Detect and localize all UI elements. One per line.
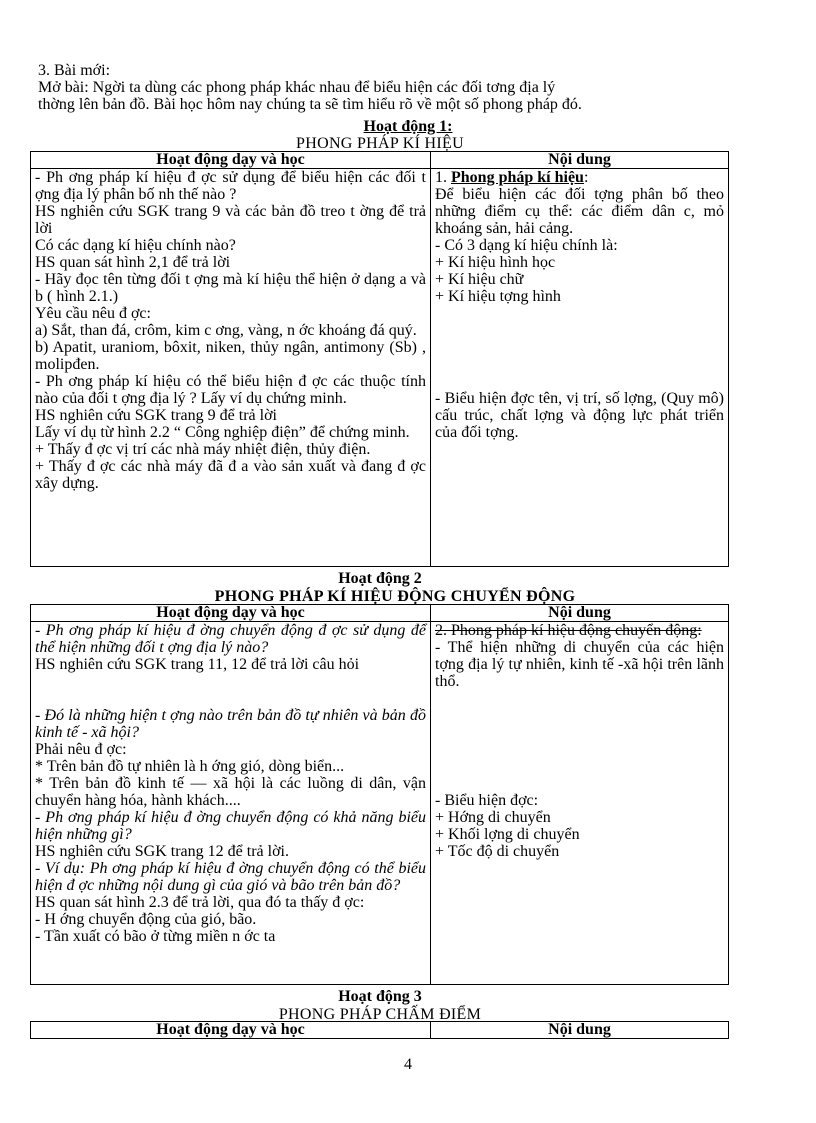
table-row	[31, 622, 729, 985]
cell-paragraph: + Hớng di chuyển	[435, 809, 551, 826]
cell-paragraph: - Ph ơng pháp kí hiệu đ ợc sử dụng để biểu hiện các đối t ợng địa lý phân bố nh thế nào ?	[35, 169, 426, 203]
cell-paragraph: - Ph ơng pháp kí hiệu đ ờng chuyển động có khả năng biểu hiện những gì?	[35, 809, 426, 843]
cell-paragraph: - Ph ơng pháp kí hiệu đ ờng chuyển động đ ợc sử dụng để thể hiện những đối t ợng địa lý nào?	[35, 622, 426, 656]
cell-paragraph: b) Apatit, uraniom, bôxit, niken, thủy ngân, antimony (Sb) , molipđen.	[35, 339, 426, 373]
cell-paragraph: HS quan sát hình 2.3 để trả lời, qua đó ta thấy đ ợc:	[35, 894, 365, 911]
cell-paragraph: + Khối lợng di chuyển	[435, 826, 580, 843]
activity-2-table	[30, 604, 729, 985]
cell-paragraph: - Thể hiện những di chuyển của các hiện tợng địa lý tự nhiên, kinh tế -xã hội trên lãnh thổ.	[435, 639, 724, 690]
content-heading: 2. Phong pháp kí hiệu động chuyển động:	[435, 622, 702, 639]
cell-paragraph: - Tần xuất có bão ở từng miền n ớc ta	[35, 928, 276, 945]
activity-1-table	[30, 151, 729, 567]
table-header-row	[31, 605, 729, 622]
activity-2-title: Hoạt động 2	[338, 570, 422, 587]
header-teaching: Hoạt động dạy và học	[31, 1022, 431, 1039]
cell-paragraph: Phải nêu đ ợc:	[35, 741, 127, 758]
cell-paragraph: - Biểu hiện đợc tên, vị trí, số lợng, (Quy mô) cấu trúc, chất lợng và động lực phát triển của đối tợng.	[435, 390, 724, 441]
cell-paragraph: Để biểu hiện các đối tợng phân bố theo những điểm cụ thể: các điểm dân c, mỏ khoáng sản, hải cảng.	[435, 186, 724, 237]
spacer	[435, 690, 724, 792]
cell-paragraph: - Có 3 dạng kí hiệu chính là:	[435, 237, 618, 254]
cell-paragraph: Lấy ví dụ từ hình 2.2 “ Công nghiệp điện” để chứng minh.	[35, 424, 410, 441]
cell-paragraph: Yêu cầu nêu đ ợc:	[35, 305, 151, 322]
cell-paragraph: - H ớng chuyển động của gió, bão.	[35, 911, 257, 928]
cell-paragraph: + Thấy đ ợc vị trí các nhà máy nhiệt điện, thủy điện.	[35, 441, 371, 458]
heading-colon: :	[583, 169, 589, 186]
header-content: Nội dung	[431, 1022, 729, 1039]
activity-2-subtitle: PHONG PHÁP KÍ HIỆU ĐỘNG CHUYỂN ĐỘNG	[214, 588, 576, 605]
cell-paragraph: + Kí hiệu tợng hình	[435, 288, 561, 305]
heading-number: 1.	[435, 169, 451, 186]
cell-paragraph: - Đó là những hiện t ợng nào trên bản đồ tự nhiên và bản đồ kinh tế - xã hội?	[35, 707, 426, 741]
table-header-row	[31, 152, 729, 169]
intro-text-line: thờng lên bản đồ. Bài học hôm nay chúng ta sẽ tìm hiểu rõ về một số phong pháp đó.	[38, 96, 582, 113]
content-cell	[431, 169, 729, 567]
cell-paragraph: * Trên bản đồ kinh tế — xã hội là các luồng di dân, vận chuyển hàng hóa, hành khách....	[35, 775, 426, 809]
cell-paragraph: HS quan sát hình 2,1 để trả lời	[35, 254, 231, 271]
cell-paragraph: * Trên bản đồ tự nhiên là h ớng gió, dòng biển...	[35, 758, 345, 775]
table-row	[31, 169, 729, 567]
cell-paragraph: - Ph ơng pháp kí hiệu có thể biểu hiện đ ợc các thuộc tính nào của đối t ợng địa lý ? Lấy ví dụ chứng minh.	[35, 373, 426, 407]
header-teaching: Hoạt động dạy và học	[31, 605, 431, 622]
intro-block	[38, 62, 728, 113]
cell-paragraph: a) Sắt, than đá, crôm, kim c ơng, vàng, n ớc khoáng đá quý.	[35, 322, 417, 339]
teaching-cell	[31, 169, 431, 567]
cell-paragraph: + Kí hiệu chữ	[435, 271, 524, 288]
cell-paragraph: - Hãy đọc tên từng đối t ợng mà kí hiệu thể hiện ở dạng a và b ( hình 2.1.)	[35, 271, 426, 305]
spacer	[435, 305, 724, 390]
heading-text: Phong pháp kí hiệu	[451, 169, 584, 186]
teaching-cell	[31, 622, 431, 985]
header-content: Nội dung	[431, 152, 729, 169]
activity-1-title-text: Hoạt động 1:	[363, 118, 453, 135]
cell-paragraph: HS nghiên cứu SGK trang 9 và các bản đồ treo t ờng để trả lời	[35, 203, 426, 237]
cell-paragraph: HS nghiên cứu SGK trang 12 để trả lời.	[35, 843, 289, 860]
cell-paragraph: HS nghiên cứu SGK trang 9 để trả lời	[35, 407, 277, 424]
activity-1-subtitle: PHONG PHÁP KÍ HIỆU	[296, 135, 464, 152]
section-heading: 3. Bài mới:	[38, 62, 111, 79]
cell-paragraph: Có các dạng kí hiệu chính nào?	[35, 237, 236, 254]
header-teaching: Hoạt động dạy và học	[31, 152, 431, 169]
cell-paragraph: - Biểu hiện đợc:	[435, 792, 539, 809]
cell-paragraph: - Ví dụ: Ph ơng pháp kí hiệu đ ờng chuyển động có thể biểu hiện đ ợc những nội dung gì của gió và bão trên bản đồ?	[35, 860, 426, 894]
spacer	[35, 673, 426, 707]
activity-3-subtitle: PHONG PHÁP CHẤM ĐIỂM	[278, 1006, 482, 1023]
cell-paragraph: + Tốc độ di chuyển	[435, 843, 560, 860]
intro-text-line: Mở bài: Ngời ta dùng các phong pháp khác nhau để biểu hiện các đối tơng địa lý	[38, 79, 556, 96]
activity-3-title: Hoạt động 3	[338, 988, 422, 1005]
activity-1-title	[0, 118, 816, 135]
cell-paragraph: + Kí hiệu hình học	[435, 254, 556, 271]
cell-paragraph: HS nghiên cứu SGK trang 11, 12 để trả lời câu hỏi	[35, 656, 360, 673]
header-content: Nội dung	[431, 605, 729, 622]
activity-3-table	[30, 1021, 729, 1039]
content-cell	[431, 622, 729, 985]
cell-paragraph: + Thấy đ ợc các nhà máy đã đ a vào sản xuất và đang đ ợc xây dựng.	[35, 458, 426, 492]
table-header-row	[31, 1022, 729, 1039]
page-number: 4	[404, 1056, 412, 1073]
content-heading	[435, 169, 724, 186]
